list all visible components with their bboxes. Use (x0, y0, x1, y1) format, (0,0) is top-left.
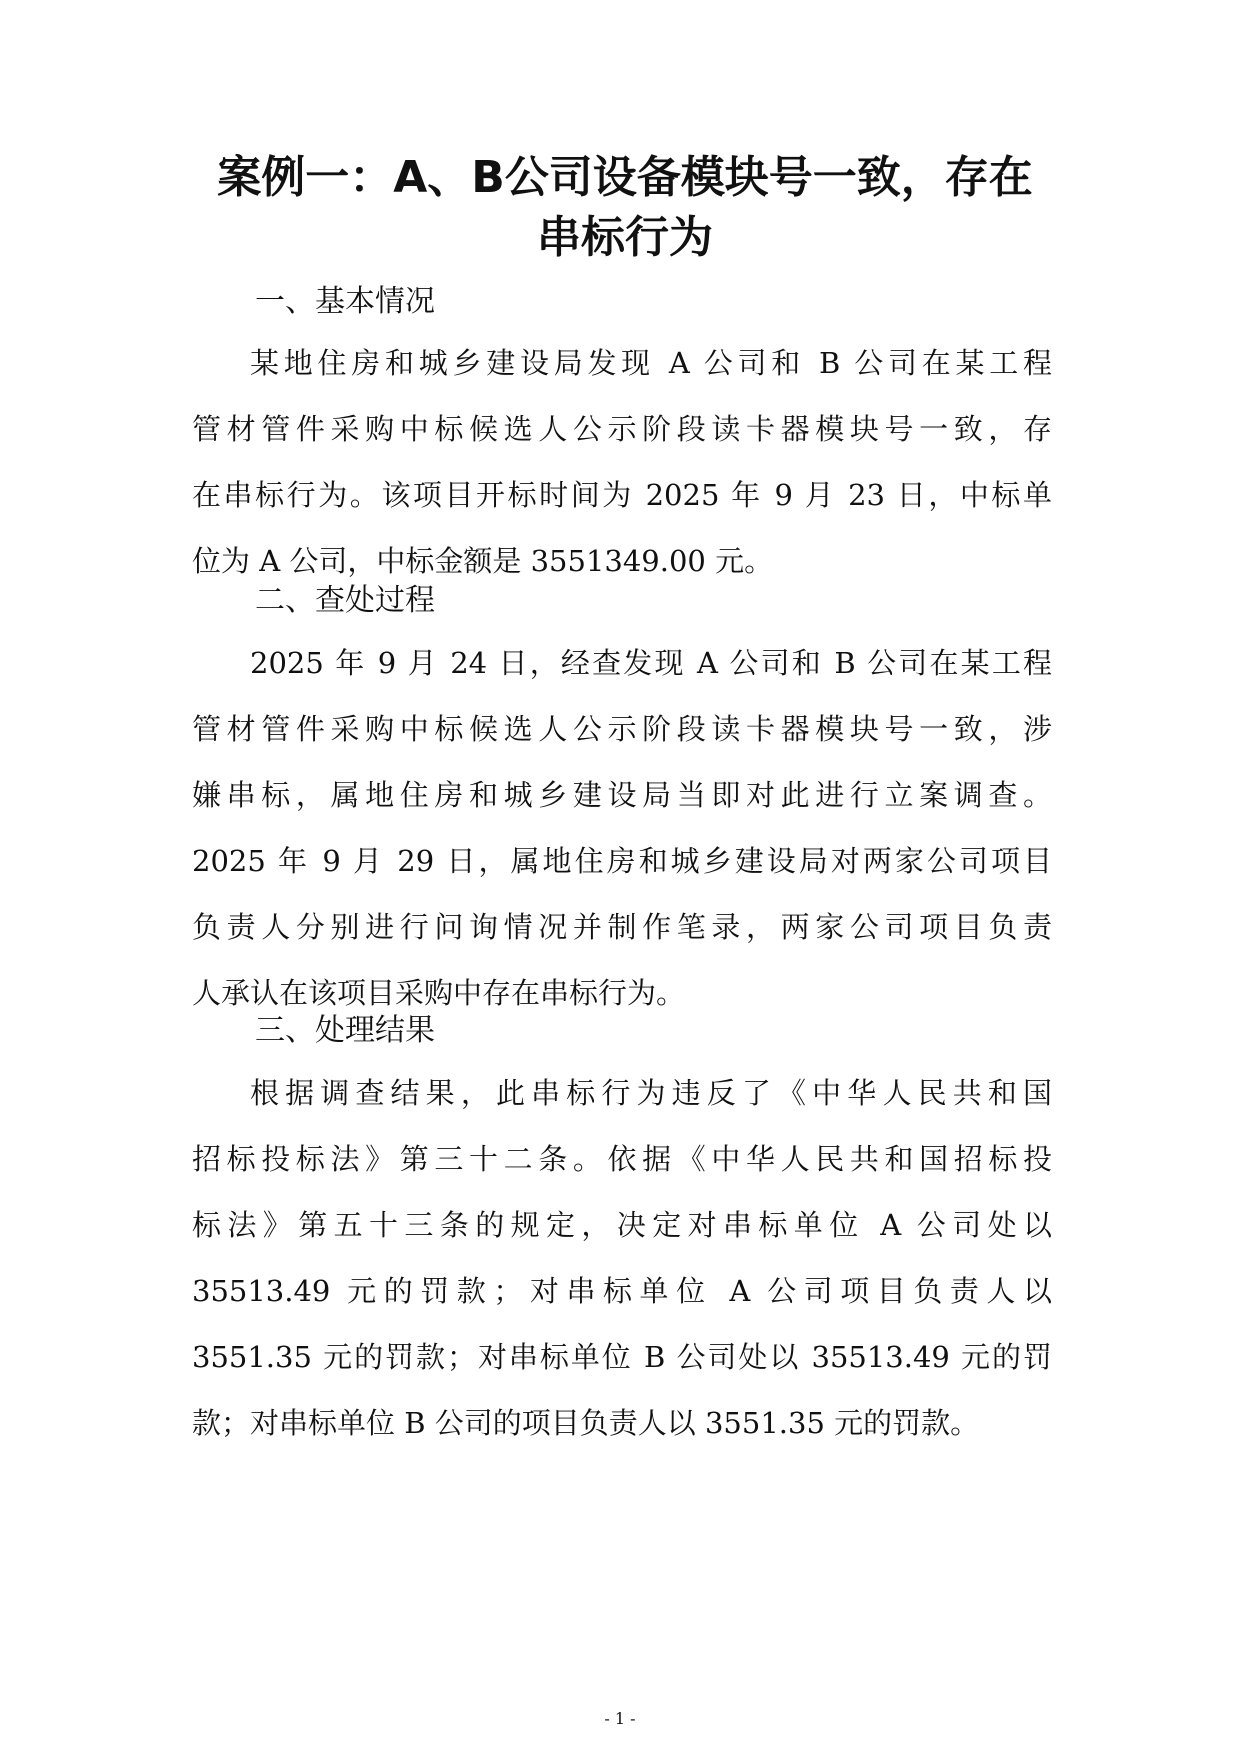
paragraph-line: 嫌串标，属地住房和城乡建设局当即对此进行立案调查。 (192, 778, 1052, 812)
paragraph-line: 人承认在该项目采购中存在串标行为。 (192, 976, 686, 1010)
section-paragraph-investigation (192, 630, 1052, 1026)
paragraph-line: 款；对串标单位 B 公司的项目负责人以 3551.35 元的罚款。 (192, 1406, 980, 1440)
paragraph-line: 负责人分别进行问询情况并制作笔录，两家公司项目负责 (192, 910, 1052, 944)
section-paragraph-result (192, 1060, 1052, 1456)
section-heading-result: 三、处理结果 (255, 1013, 435, 1048)
paragraph-line: 管材管件采购中标候选人公示阶段读卡器模块号一致，涉 (192, 712, 1052, 746)
title-line-2: 串标行为 (537, 212, 713, 263)
paragraph-line: 2025 年 9 月 29 日，属地住房和城乡建设局对两家公司项目 (192, 844, 1052, 878)
paragraph-line: 2025 年 9 月 24 日，经查发现 A 公司和 B 公司在某工程 (250, 646, 1052, 680)
paragraph-line: 根据调查结果，此串标行为违反了《中华人民共和国 (250, 1076, 1052, 1110)
paragraph-line: 3551.35 元的罚款；对串标单位 B 公司处以 35513.49 元的罚 (192, 1340, 1052, 1374)
title-line-1: 案例一：A、B公司设备模块号一致，存在 (217, 152, 1033, 203)
paragraph-line: 位为 A 公司，中标金额是 3551349.00 元。 (192, 544, 774, 578)
paragraph-line: 标法》第五十三条的规定，决定对串标单位 A 公司处以 (192, 1208, 1052, 1242)
document-title (185, 148, 1065, 268)
paragraph-line: 招标投标法》第三十二条。依据《中华人民共和国招标投 (192, 1142, 1052, 1176)
paragraph-line: 管材管件采购中标候选人公示阶段读卡器模块号一致，存 (192, 412, 1052, 446)
paragraph-line: 某地住房和城乡建设局发现 A 公司和 B 公司在某工程 (250, 346, 1052, 380)
paragraph-line: 35513.49 元的罚款；对串标单位 A 公司项目负责人以 (192, 1274, 1052, 1308)
section-heading-basic-info: 一、基本情况 (255, 284, 435, 319)
paragraph-line: 在串标行为。该项目开标时间为 2025 年 9 月 23 日，中标单 (192, 478, 1052, 512)
page-number: - 1 - (604, 1709, 636, 1728)
section-heading-investigation: 二、查处过程 (255, 583, 435, 618)
section-paragraph-basic-info (192, 330, 1052, 594)
